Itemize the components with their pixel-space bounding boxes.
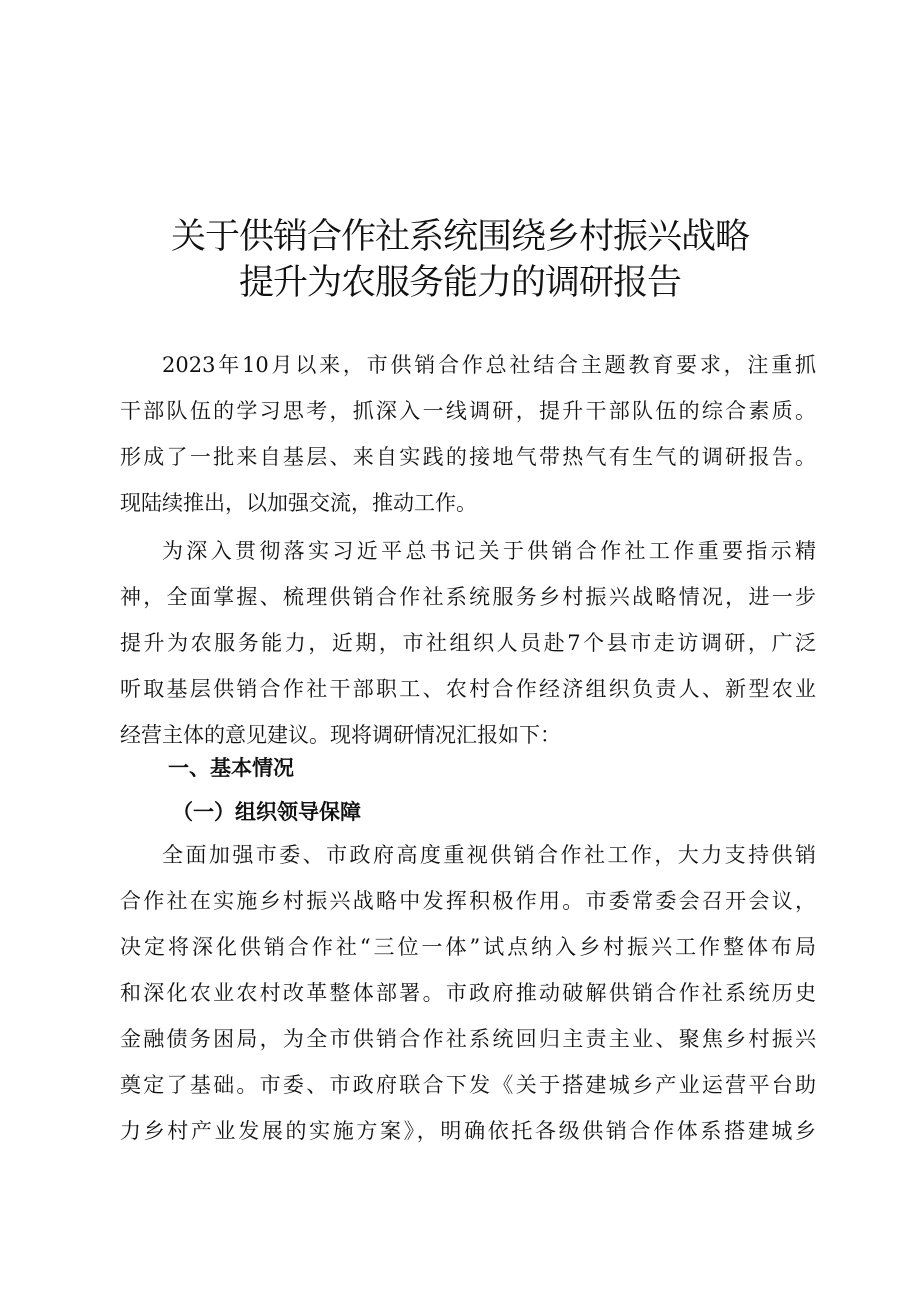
paragraph-line: 神，全面掌握、梳理供销合作社系统服务乡村振兴战略情况，进一步 — [120, 585, 816, 609]
paragraph-line: 力乡村产业发展的实施方案》，明确依托各级供销合作体系搭建城乡 — [120, 1119, 816, 1143]
paragraph-purpose — [120, 528, 816, 758]
paragraph-line: 奠定了基础。市委、市政府联合下发《关于搭建城乡产业运营平台助 — [120, 1073, 816, 1097]
paragraph-leadership — [120, 832, 816, 1154]
paragraph-line: 金融债务困局，为全市供销合作社系统回归主责主业、聚焦乡村振兴 — [120, 1027, 816, 1051]
paragraph-line: 经营主体的意见建议。现将调研情况汇报如下： — [120, 723, 561, 747]
section-heading: 一、基本情况 — [168, 756, 294, 780]
document-title-line-2: 提升为农服务能力的调研报告 — [238, 263, 681, 303]
paragraph-line: 听取基层供销合作社干部职工、农村合作经济组织负责人、新型农业 — [120, 677, 816, 701]
paragraph-line: 全面加强市委、市政府高度重视供销合作社工作，大力支持供销 — [162, 843, 816, 867]
paragraph-line: 现陆续推出，以加强交流，推动工作。 — [120, 491, 477, 515]
paragraph-intro — [120, 342, 816, 526]
paragraph-line: 和深化农业农村改革整体部署。市政府推动破解供销合作社系统历史 — [120, 981, 816, 1005]
paragraph-line: 合作社在实施乡村振兴战略中发挥积极作用。市委常委会召开会议， — [120, 889, 816, 913]
subsection-heading: （一）组织领导保障 — [172, 800, 361, 824]
paragraph-line: 为深入贯彻落实习近平总书记关于供销合作社工作重要指示精 — [162, 539, 816, 563]
paragraph-line: 干部队伍的学习思考，抓深入一线调研，提升干部队伍的综合素质。 — [120, 399, 816, 423]
paragraph-line: 形成了一批来自基层、来自实践的接地气带热气有生气的调研报告。 — [120, 445, 816, 469]
paragraph-line: 提升为农服务能力，近期，市社组织人员赴7个县市走访调研，广泛 — [120, 631, 816, 655]
document-title-line-1: 关于供销合作社系统围绕乡村振兴战略 — [170, 217, 749, 257]
paragraph-line: 2023年10月以来，市供销合作总社结合主题教育要求，注重抓 — [162, 353, 816, 377]
paragraph-line: 决定将深化供销合作社“三位一体”试点纳入乡村振兴工作整体布局 — [120, 935, 816, 959]
